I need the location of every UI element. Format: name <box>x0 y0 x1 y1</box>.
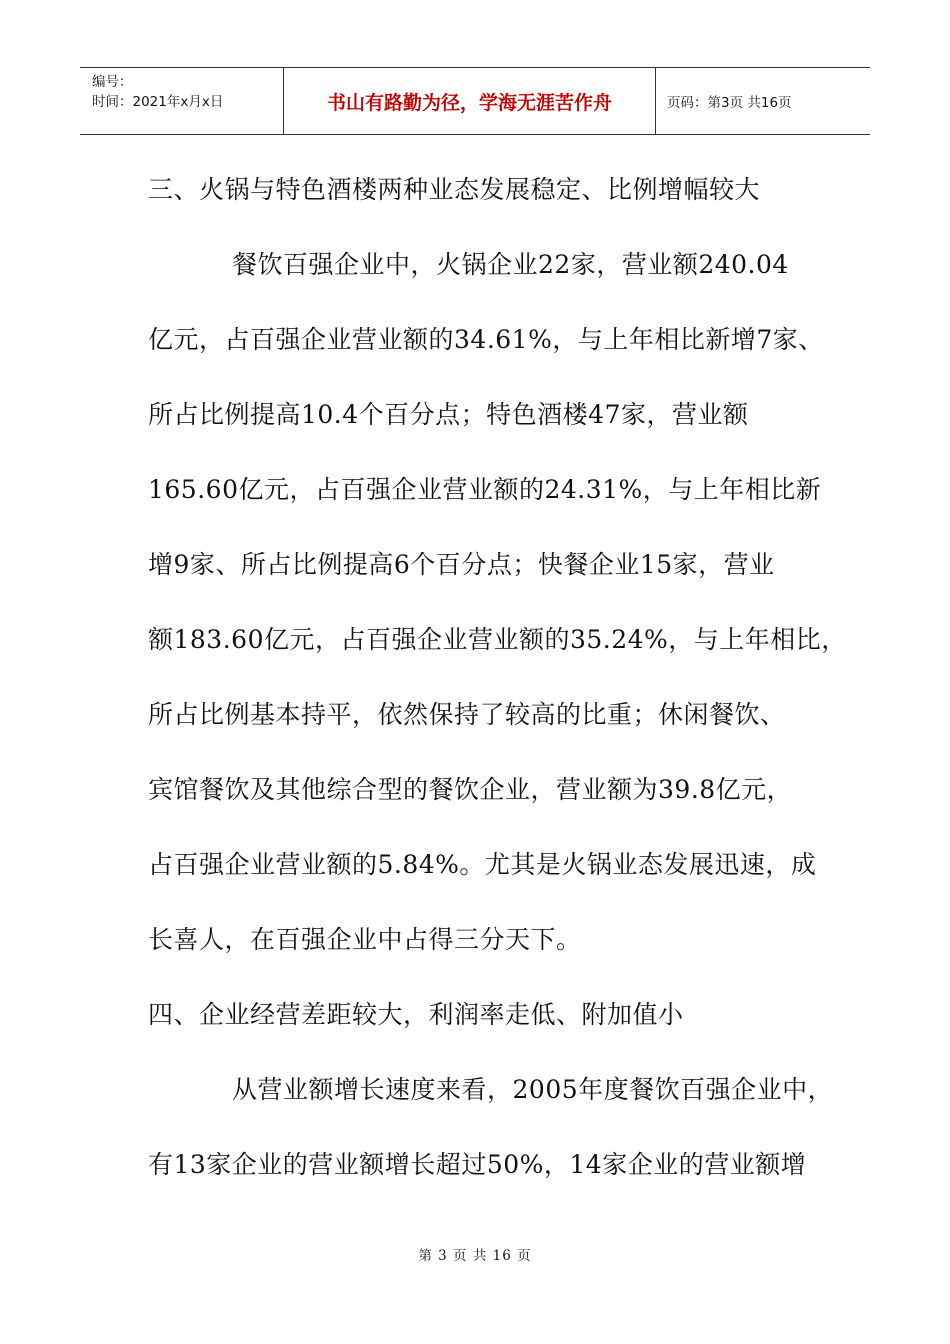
paragraph-line: 所占比例提高10.4个百分点；特色酒楼47家，营业额 <box>148 400 749 429</box>
serial-number-label: 编号： <box>92 74 133 90</box>
paragraph-line: 亿元，占百强企业营业额的34.61%，与上年相比新增7家、 <box>148 325 824 354</box>
paragraph-line: 从营业额增长速度来看，2005年度餐饮百强企业中， <box>232 1075 834 1104</box>
paragraph-line: 长喜人，在百强企业中占得三分天下。 <box>148 925 582 954</box>
page-footer: 第 3 页 共 16 页 <box>418 1248 532 1264</box>
paragraph-line: 额183.60亿元，占百强企业营业额的35.24%，与上年相比， <box>148 625 847 654</box>
header-motto: 书山有路勤为径，学海无涯苦作舟 <box>283 68 656 134</box>
section-heading-3: 三、火锅与特色酒楼两种业态发展稳定、比例增幅较大 <box>148 175 761 204</box>
document-header <box>80 67 870 135</box>
paragraph-line: 所占比例基本持平，依然保持了较高的比重；休闲餐饮、 <box>148 700 786 729</box>
paragraph-line: 占百强企业营业额的5.84%。尤其是火锅业态发展迅速，成 <box>148 850 817 879</box>
paragraph-line: 有13家企业的营业额增长超过50%，14家企业的营业额增 <box>148 1150 807 1179</box>
document-body <box>148 152 847 1202</box>
header-page-info: 页码：第3页 共16页 <box>667 95 792 111</box>
date-label: 时间：2021年x月x日 <box>92 94 224 110</box>
header-meta-cell <box>80 68 283 134</box>
section-heading-4: 四、企业经营差距较大，利润率走低、附加值小 <box>148 1000 684 1029</box>
paragraph-line: 增9家、所占比例提高6个百分点；快餐企业15家，营业 <box>148 550 775 579</box>
paragraph-line: 宾馆餐饮及其他综合型的餐饮企业，营业额为39.8亿元， <box>148 775 793 804</box>
paragraph-line: 餐饮百强企业中，火锅企业22家，营业额240.04 <box>232 250 789 279</box>
paragraph-line: 165.60亿元，占百强企业营业额的24.31%，与上年相比新 <box>148 475 822 504</box>
